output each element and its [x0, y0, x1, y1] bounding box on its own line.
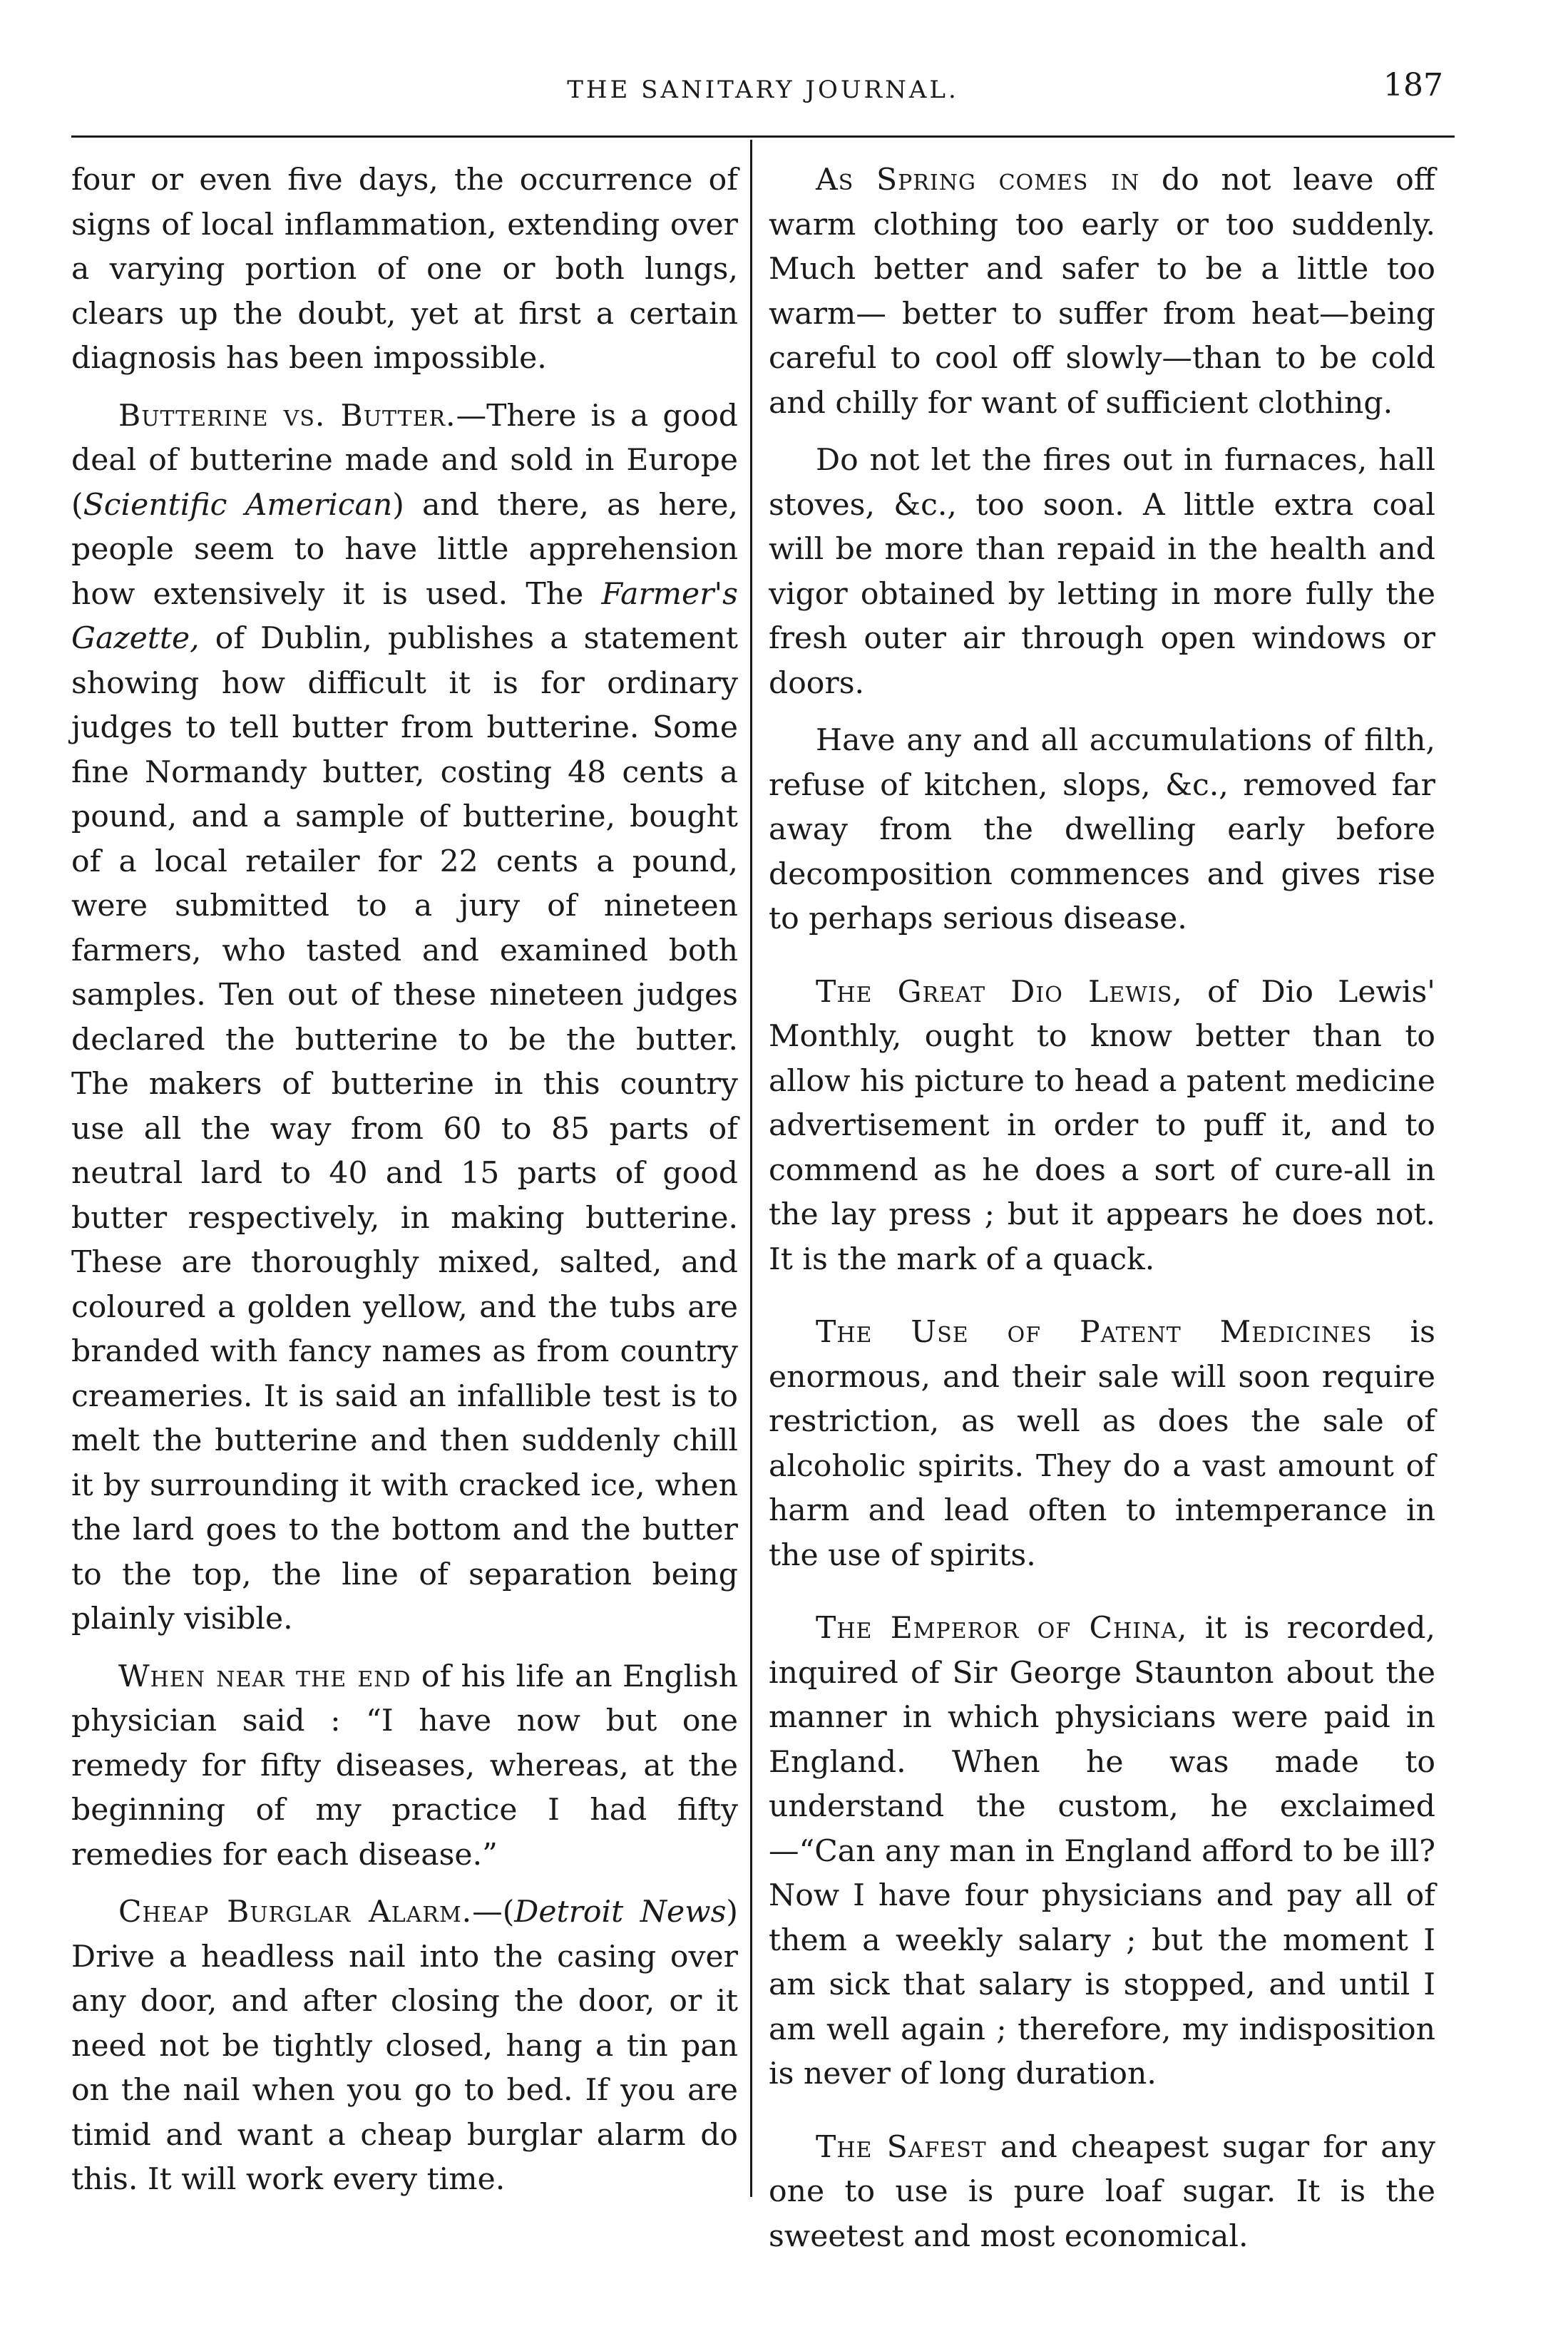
paragraph-continuation: four or even five days, the occurrence of signs of local inflammation, extending over a varying portion of one or both lungs, clears up the doubt, yet at first a certain diagnosis has been impossible.	[71, 163, 738, 376]
source-citation: Detroit News	[514, 1895, 727, 1930]
paragraph-lead: When near the end	[118, 1659, 411, 1694]
paragraph-spring: As Spring comes in do not leave off warm clothing too early or too suddenly. Much better and safer to be a little too warm— better to suffer from heat—being careful to cool off slowly—than to be cold and chilly for want of sufficient clothing.	[769, 163, 1435, 421]
source-citation: Farmer's Gazette,	[71, 576, 738, 656]
paragraph-lead: The Use of Patent Medicines	[816, 1315, 1373, 1350]
paragraph-burglar-alarm: Cheap Burglar Alarm.—(Detroit News) Drive a headless nail into the casing over any door, and after closing the door, or it need not be tightly closed, hang a tin pan on the nail when you go to bed. If you are timid and want a cheap burglar alarm do this. It will work every time.	[71, 1895, 738, 2197]
paragraph-emperor-of-china: The Emperor of China, it is recorded, inquired of Sir George Staunton about the manner in which physicians were paid in England. When he was made to understand the custom, he exclaimed—“Can any man in England afford to be ill? Now I have four physicians and pay all of them a weekly salary ; but the moment I am sick that salary is stopped, and until I am well again ; therefore, my indisposition is never of long duration.	[769, 1611, 1435, 2091]
paragraph-safest-sugar: The Safest and cheapest sugar for any one to use is pure loaf sugar. It is the sweetest and most economical.	[769, 2129, 1435, 2254]
paragraph-lead: The Great Dio Lewis,	[816, 974, 1183, 1010]
page-number: 187	[1383, 67, 1443, 103]
left-column	[71, 158, 738, 2203]
paragraph-english-physician: When near the end of his life an English physician said : “I have now but one remedy for fifty diseases, whereas, at the beginning of my practice I had fifty remedies for each disease.”	[71, 1659, 738, 1873]
paragraph-lead: Cheap Burglar Alarm.	[118, 1895, 473, 1930]
right-column	[769, 158, 1435, 2259]
header-rule	[71, 135, 1455, 138]
paragraph-lead: Butterine vs. Butter.	[118, 398, 456, 434]
paragraph-lead: As Spring comes in	[816, 163, 1140, 198]
column-divider	[750, 140, 752, 2197]
paragraph-lead: The Safest	[816, 2129, 987, 2165]
running-title: THE SANITARY JOURNAL.	[567, 76, 959, 104]
paragraph-dio-lewis: The Great Dio Lewis, of Dio Lewis' Monthly, ought to know better than to allow his picture to head a patent medicine advertisement in order to puff it, and to commend as he does a sort of cure-all in the lay press ; but it appears he does not. It is the mark of a quack.	[769, 974, 1435, 1277]
paragraph-lead: The Emperor of China,	[816, 1611, 1188, 1646]
page-header	[71, 63, 1455, 120]
paragraph-butterine: Butterine vs. Butter.—There is a good deal of butterine made and sold in Europe (Scientific American) and there, as here, people seem to have little apprehension how extensively it is used. The Farmer's Gazette, of Dublin, publishes a statement showing how difficult it is for ordinary judges to tell butter from butterine. Some fine Normandy butter, costing 48 cents a pound, and a sample of butterine, bought of a local retailer for 22 cents a pound, were submitted to a jury of nineteen farmers, who tasted and examined both samples. Ten out of these nineteen judges declared the butterine to be the butter. The makers of butterine in this country use all the way from 60 to 85 parts of neutral lard to 40 and 15 parts of good butter respectively, in making butterine. These are thoroughly mixed, salted, and coloured a golden yellow, and the tubs are branded with fancy names as from country creameries. It is said an infallible test is to melt the butterine and then suddenly chill it by surrounding it with cracked ice, when the lard goes to the bottom and the butter to the top, the line of separation being plainly visible.	[71, 398, 738, 1636]
source-citation: Scientific American	[83, 487, 393, 523]
paragraph-patent-medicines: The Use of Patent Medicines is enormous, and their sale will soon require restriction, as well as does the sale of alcoholic spirits. They do a vast amount of harm and lead often to intemperance in the use of spirits.	[769, 1315, 1435, 1573]
paragraph-fires: Do not let the fires out in furnaces, hall stoves, &c., too soon. A little extra coal will be more than repaid in the health and vigor obtained by letting in more fully the fresh outer air through open windows or doors.	[769, 443, 1435, 701]
paragraph-filth: Have any and all accumulations of filth, refuse of kitchen, slops, &c., removed far away from the dwelling early before decomposition commences and gives rise to perhaps serious disease.	[769, 723, 1435, 936]
